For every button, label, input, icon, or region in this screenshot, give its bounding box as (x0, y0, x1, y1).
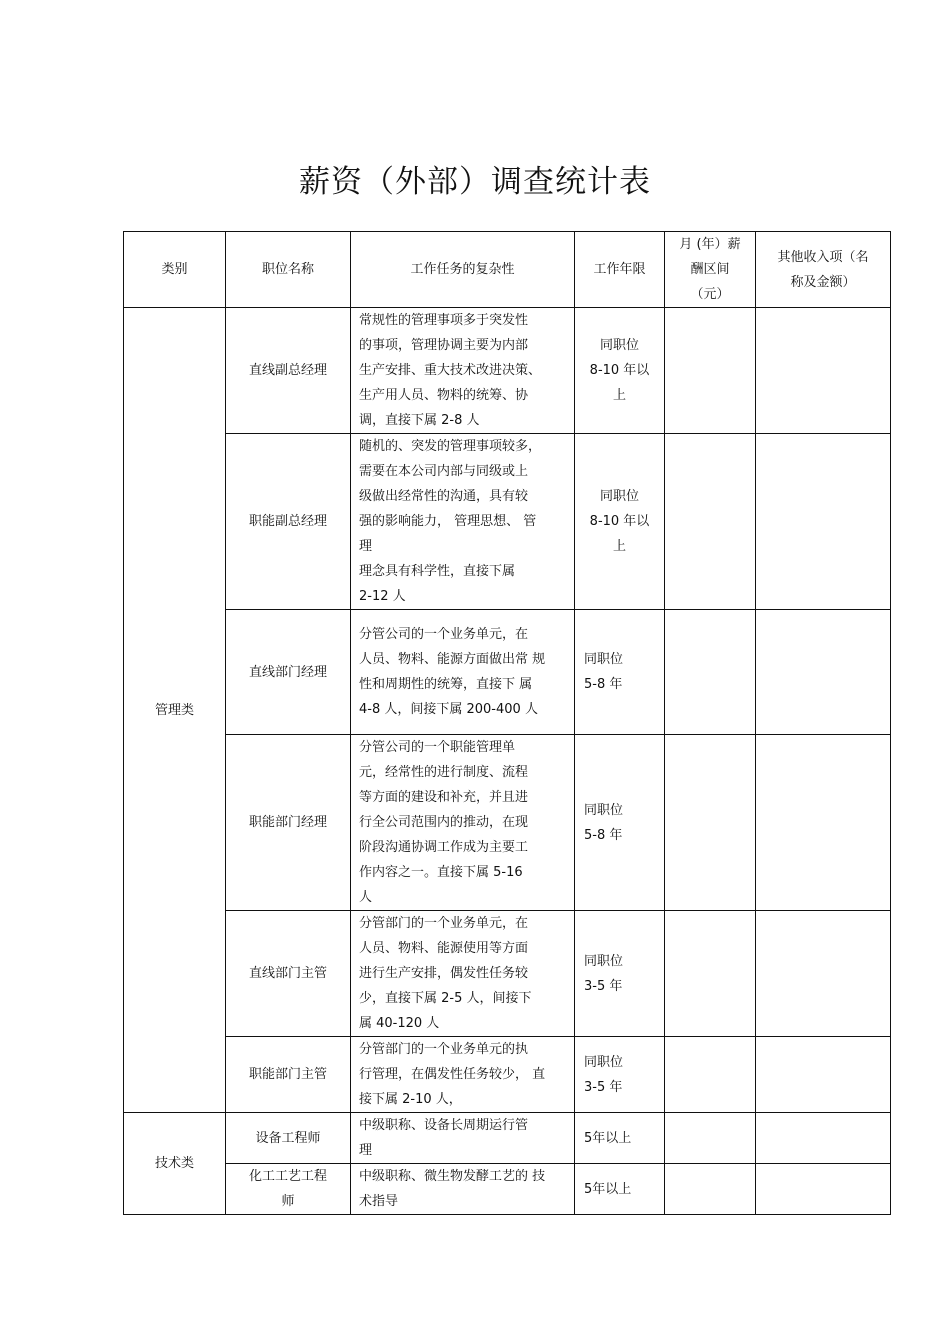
position-cell: 直线副总经理 (226, 308, 351, 434)
table-row (124, 1037, 891, 1113)
position-cell: 职能部门经理 (226, 735, 351, 911)
position-cell: 设备工程师 (226, 1113, 351, 1164)
complexity-cell: 随机的、突发的管理事项较多， 需要在本公司内部与同级或上 级做出经常性的沟通，具有较 强的影响能力， 管理思想、 管 理 理念具有科学性，直接下属 2-12 人 (351, 434, 575, 610)
salary-cell (665, 308, 756, 434)
years-cell: 同职位 5-8 年 (575, 610, 665, 735)
years-cell: 同职位 8-10 年以 上 (575, 434, 665, 610)
other-income-cell (756, 1037, 891, 1113)
years-cell: 同职位 8-10 年以 上 (575, 308, 665, 434)
other-income-cell (756, 735, 891, 911)
complexity-cell: 分管部门的一个业务单元的执 行管理，在偶发性任务较少， 直 接下属 2-10 人， (351, 1037, 575, 1113)
page-title: 薪资（外部）调查统计表 (299, 164, 651, 200)
table-row (124, 434, 891, 610)
salary-cell (665, 1113, 756, 1164)
years-cell: 同职位 3-5 年 (575, 1037, 665, 1113)
other-income-cell (756, 308, 891, 434)
header-years: 工作年限 (575, 232, 665, 308)
category-cell: 管理类 (124, 308, 226, 1113)
header-other: 其他收入项（名 称及金额） (756, 232, 891, 308)
salary-cell (665, 1164, 756, 1215)
years-cell: 同职位 5-8 年 (575, 735, 665, 911)
years-cell: 5年以上 (575, 1164, 665, 1215)
complexity-cell: 分管公司的一个业务单元，在 人员、物料、能源方面做出常 规 性和周期性的统筹，直接下 属 4-8 人，间接下属 200-400 人 (351, 610, 575, 735)
table-row (124, 1113, 891, 1164)
table-row (124, 610, 891, 735)
other-income-cell (756, 911, 891, 1037)
years-cell: 5年以上 (575, 1113, 665, 1164)
position-cell: 职能副总经理 (226, 434, 351, 610)
salary-cell (665, 610, 756, 735)
salary-survey-table (123, 231, 891, 1215)
years-cell: 同职位 3-5 年 (575, 911, 665, 1037)
position-cell: 直线部门经理 (226, 610, 351, 735)
other-income-cell (756, 610, 891, 735)
complexity-cell: 分管公司的一个职能管理单 元，经常性的进行制度、流程 等方面的建设和补充，并且进 行全公司范围内的推动，在现 阶段沟通协调工作成为主要工 作内容之一。直接下属 5-16 人 (351, 735, 575, 911)
header-position: 职位名称 (226, 232, 351, 308)
table-row (124, 911, 891, 1037)
salary-cell (665, 434, 756, 610)
complexity-cell: 中级职称、设备长周期运行管 理 (351, 1113, 575, 1164)
salary-cell (665, 735, 756, 911)
table-row (124, 308, 891, 434)
position-cell: 化工工艺工程 师 (226, 1164, 351, 1215)
complexity-cell: 分管部门的一个业务单元，在 人员、物料、能源使用等方面 进行生产安排，偶发性任务较 少，直接下属 2-5 人，间接下 属 40-120 人 (351, 911, 575, 1037)
salary-cell (665, 1037, 756, 1113)
table-row (124, 1164, 891, 1215)
header-complexity: 工作任务的复杂性 (351, 232, 575, 308)
table-body (124, 308, 891, 1215)
other-income-cell (756, 1164, 891, 1215)
header-row (124, 232, 891, 308)
table-row (124, 735, 891, 911)
position-cell: 职能部门主管 (226, 1037, 351, 1113)
salary-cell (665, 911, 756, 1037)
header-salary: 月 (年）薪 酬区间 （元） (665, 232, 756, 308)
complexity-cell: 常规性的管理事项多于突发性 的事项，管理协调主要为内部 生产安排、重大技术改进决策、 生产用人员、物料的统筹、协 调，直接下属 2-8 人 (351, 308, 575, 434)
complexity-cell: 中级职称、微生物发酵工艺的 技 术指导 (351, 1164, 575, 1215)
category-cell: 技术类 (124, 1113, 226, 1215)
other-income-cell (756, 1113, 891, 1164)
header-category: 类别 (124, 232, 226, 308)
other-income-cell (756, 434, 891, 610)
position-cell: 直线部门主管 (226, 911, 351, 1037)
